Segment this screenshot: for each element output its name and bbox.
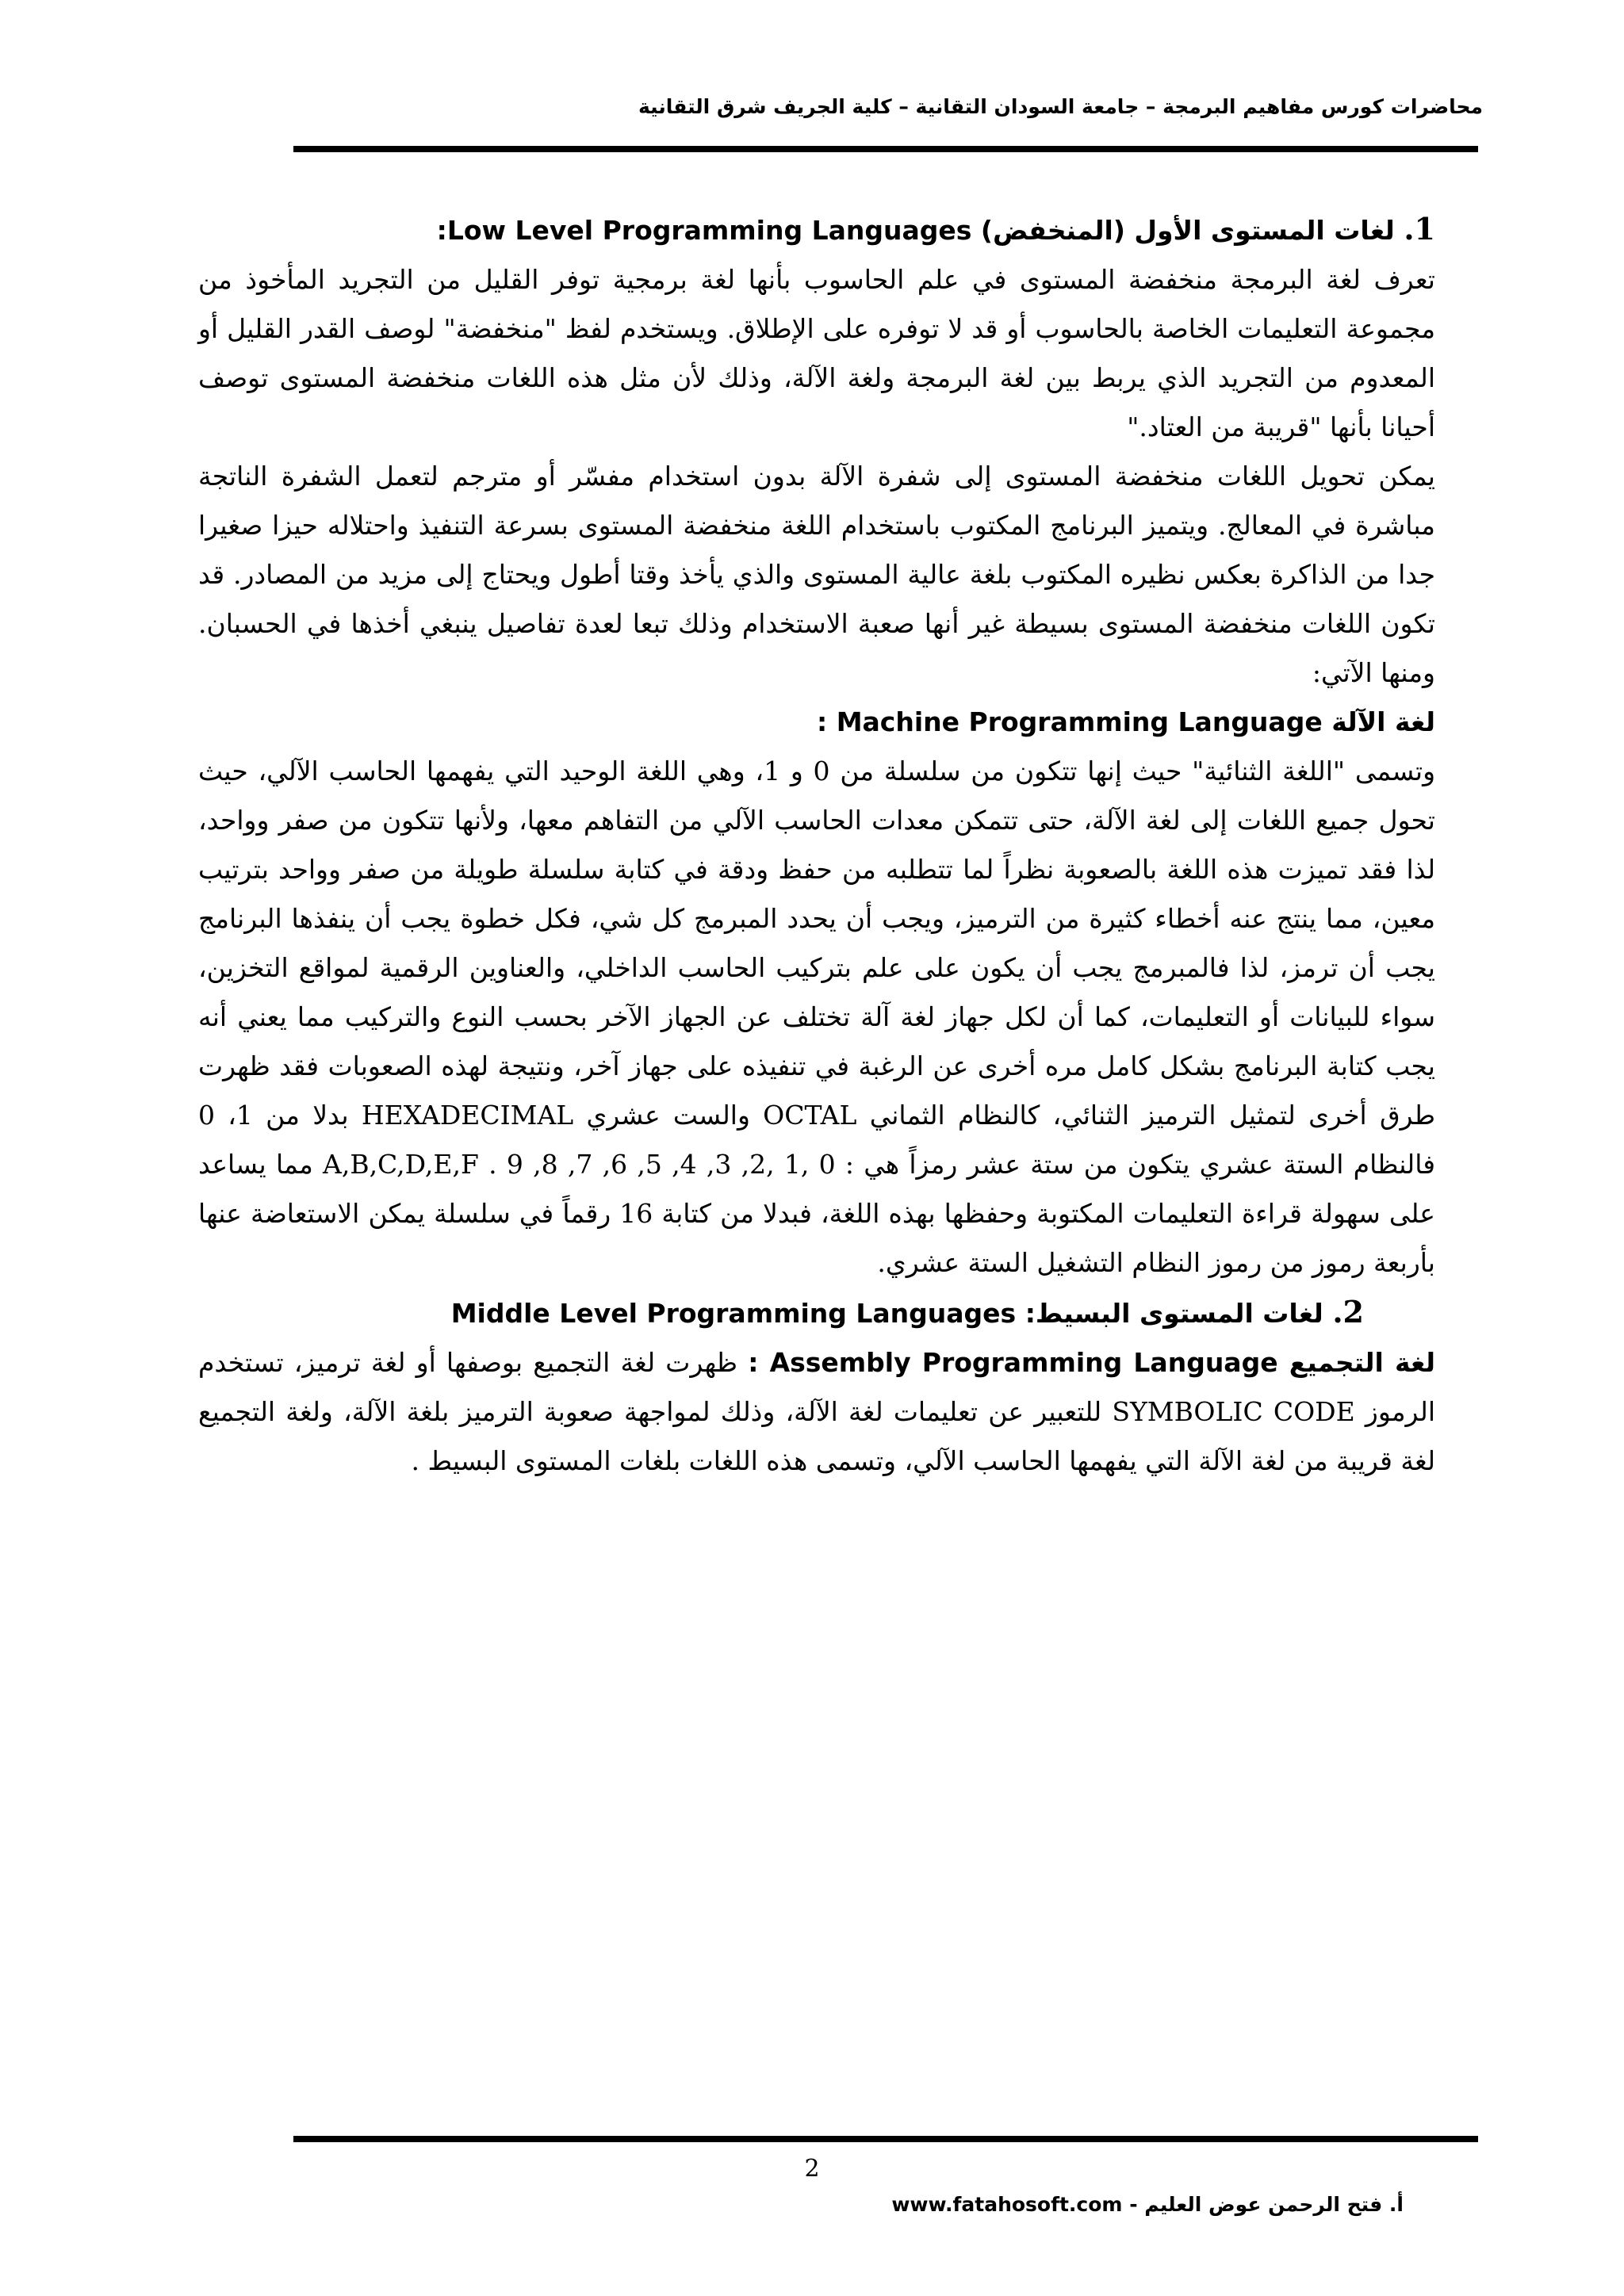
page-number: 2 bbox=[804, 2155, 820, 2183]
section-heading-middle-level bbox=[198, 1288, 1435, 1338]
paragraph: وتسمى "اللغة الثنائية" حيث إنها تتكون من سلسلة من 0 و 1، وهي اللغة الوحيد التي يفهمها الحاسب الآلي، حيث تحول جميع اللغات إلى لغة الآلة، حتى تتمكن معدات الحاسب الآلي من التفاهم معها، ولأنها تتكون من صفر وواحد، لذا فقد تميزت هذه اللغة بالصعوبة نظراً لما تتطلبه من حفظ ودقة في كتابة سلسلة طويلة من صفر وواحد بترتيب معين، مما ينتج عنه أخطاء كثيرة من الترميز، ويجب أن يحدد المبرمج كل شي، فكل خطوة يجب أن ينفذها البرنامج يجب أن ترمز، لذا فالمبرمج يجب أن يكون على علم بتركيب الحاسب الداخلي، والعناوين الرقمية لمواقع التخزين، سواء للبيانات أو التعليمات، كما أن لكل جهاز لغة آلة تختلف عن الجهاز الآخر بحسب النوع والتركيب مما يعني أنه يجب كتابة البرنامج بشكل كامل مره أخرى عن الرغبة في تنفيذه على جهاز آخر، ونتيجة لهذه الصعوبات فقد ظهرت طرق أخرى لتمثيل الترميز الثنائي، كالنظام الثماني OCTAL والست عشري HEXADECIMAL بدلا من 1، 0 فالنظام الستة عشري يتكون من ستة عشر رمزاً هي : 0 ,1 ,2, 3, 4, 5, 6, 7, 8, 9 . A,B,C,D,E,F مما يساعد على سهولة قراءة التعليمات المكتوبة وحفظها بهذه اللغة، فبدلا من كتابة 16 رقماً في سلسلة يمكن الاستعاضة عنها بأربعة رموز من رموز النظام التشغيل الستة عشري. bbox=[198, 756, 1436, 1278]
page-header bbox=[293, 95, 1483, 118]
footer-divider bbox=[293, 2136, 1478, 2142]
header-divider bbox=[293, 146, 1478, 152]
header-title: محاضرات كورس مفاهيم البرمجة – جامعة السودان التقانية – كلية الجريف شرق التقانية bbox=[638, 95, 1483, 118]
section-number: 2. bbox=[1332, 1294, 1364, 1330]
footer-author: أ. فتح الرحمن عوض العليم - bbox=[1129, 2193, 1404, 2216]
section-title: لغات المستوى الأول (المنخفض) Low Level Programming Languages: bbox=[436, 215, 1395, 246]
paragraph: تعرف لغة البرمجة منخفضة المستوى في علم الحاسوب بأنها لغة برمجية توفر القليل من التجريد المأخوذ من مجموعة التعليمات الخاصة بالحاسوب أو قد لا توفره على الإطلاق. ويستخدم لفظ "منخفضة" لوصف القدر القليل أو المعدوم من التجريد الذي يربط بين لغة البرمجة ولغة الآلة، وذلك لأن مثل هذه اللغات منخفضة المستوى توصف أحيانا بأنها "قريبة من العتاد." bbox=[198, 264, 1435, 442]
document-body bbox=[198, 205, 1435, 1486]
paragraph-text: ظهرت لغة التجميع بوصفها أو لغة ترميز، تستخدم الرموز SYMBOLIC CODE للتعبير عن تعليمات لغة الآلة، وذلك لمواجهة صعوبة الترميز بلغة الآلة، ولغة التجميع لغة قريبة من لغة الآلة التي يفهمها الحاسب الآلي، وتسمى هذه اللغات بلغات المستوى البسيط . bbox=[198, 1347, 1435, 1476]
section-number: 1. bbox=[1404, 211, 1435, 247]
paragraph: يمكن تحويل اللغات منخفضة المستوى إلى شفرة الآلة بدون استخدام مفسّر أو مترجم لتعمل الشفرة الناتجة مباشرة في المعالج. ويتميز البرنامج المكتوب باستخدام اللغة منخفضة المستوى بسرعة التنفيذ واحتلاله حيزا صغيرا جدا من الذاكرة بعكس نظيره المكتوب بلغة عالية المستوى والذي يأخذ وقتا أطول ويحتاج إلى مزيد من المصادر. قد تكون اللغات منخفضة المستوى بسيطة غير أنها صعبة الاستخدام وذلك تبعا لعدة تفاصيل ينبغي أخذها في الحسبان. ومنها الآتي: bbox=[198, 461, 1435, 688]
subheading-assembly-language: لغة التجميع Assembly Programming Language : bbox=[748, 1347, 1436, 1378]
footer-website: www.fatahosoft.com bbox=[891, 2193, 1123, 2216]
section-heading-low-level bbox=[198, 205, 1435, 255]
paragraph-assembly bbox=[198, 1338, 1435, 1486]
subheading-machine-language: لغة الآلة Machine Programming Language : bbox=[817, 706, 1435, 737]
page-footer bbox=[825, 2193, 1404, 2216]
section-title: لغات المستوى البسيط: Middle Level Programming Languages bbox=[450, 1298, 1323, 1329]
